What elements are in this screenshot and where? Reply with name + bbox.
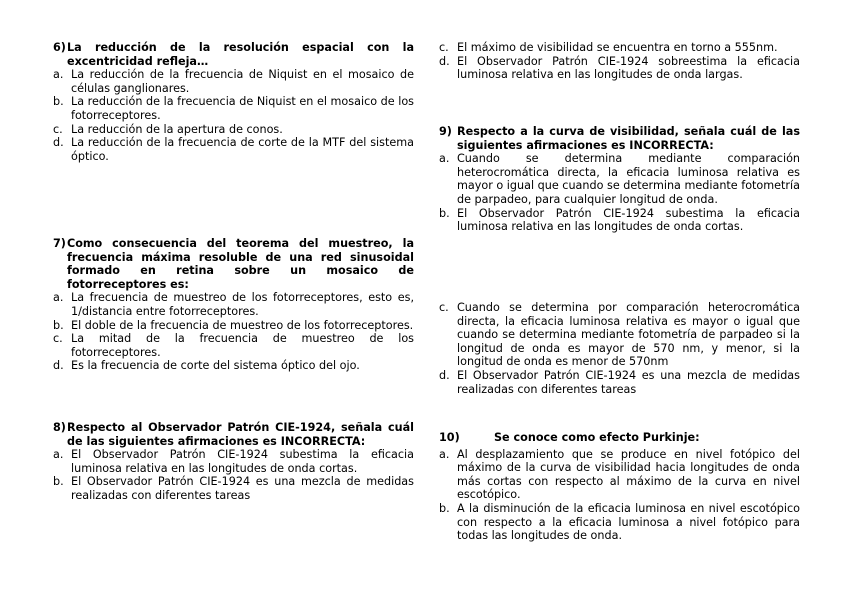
question-8-text: Respecto al Observador Patrón CIE-1924, señala cuál de las siguientes afirmaciones es INCORRECTA: (67, 421, 414, 448)
question-6-text: La reducción de la resolución espacial con la excentricidad refleja… (67, 41, 414, 68)
option (53, 95, 414, 122)
question-6-title (53, 41, 414, 68)
option-text: La mitad de la frecuencia de muestreo de los fotorreceptores. (71, 332, 414, 359)
question-7-text: Como consecuencia del teorema del muestreo, la frecuencia máxima resoluble de una red sinusoidal formado en retina sobre un mosaico de fotorreceptores es: (67, 237, 414, 291)
option (53, 475, 414, 502)
question-10 (439, 431, 800, 543)
option (53, 68, 414, 95)
question-7 (53, 237, 414, 373)
option (439, 152, 800, 206)
question-9-options (439, 152, 800, 234)
option-text: A la disminución de la eficacia luminosa en nivel escotópico con respecto a la eficacia luminosa a nivel fotópico para todas las longitudes de onda. (457, 501, 800, 543)
option-letter: d. (439, 368, 450, 382)
option-text: El máximo de visibilidad se encuentra en torno a 555nm. (457, 41, 778, 54)
option-letter: b. (53, 318, 64, 332)
question-8 (53, 421, 414, 503)
question-8-options (53, 448, 414, 502)
option (53, 319, 414, 333)
option-letter: d. (53, 359, 64, 373)
option-text: La reducción de la frecuencia de corte de la MTF del sistema óptico. (71, 136, 414, 163)
option-text: El Observador Patrón CIE-1924 es una mezcla de medidas realizadas con diferentes tareas (71, 475, 414, 502)
question-9-number: 9) (439, 125, 452, 138)
question-6-options (53, 68, 414, 163)
question-9-title (439, 125, 800, 152)
option (439, 41, 800, 55)
question-9-text: Respecto a la curva de visibilidad, señala cuál de las siguientes afirmaciones es INCORRECTA: (457, 125, 800, 152)
question-7-title (53, 237, 414, 291)
question-10-title (439, 431, 800, 445)
option-letter: c. (53, 122, 63, 136)
option (439, 301, 800, 369)
option-letter: c. (53, 332, 63, 346)
option (439, 502, 800, 543)
option-letter: b. (439, 501, 450, 515)
question-6-number: 6) (53, 41, 66, 54)
option (439, 448, 800, 502)
option (53, 332, 414, 359)
option-letter: a. (439, 447, 450, 461)
option-text: El Observador Patrón CIE-1924 sobreestima la eficacia luminosa relativa en las longitudes de onda largas. (457, 54, 800, 82)
option-letter: a. (53, 68, 64, 82)
option (439, 207, 800, 234)
option-letter: b. (439, 206, 450, 220)
option-letter: a. (53, 291, 64, 305)
option-text: Es la frecuencia de corte del sistema óptico del ojo. (71, 359, 360, 373)
option (53, 291, 414, 318)
question-9-options-continued (439, 301, 800, 396)
option-text: Cuando se determina mediante comparación heterocromática directa, la eficacia luminosa relativa es mayor o igual que cuando se determina mediante fotometría de parpadeo, para cualquier longitud de onda. (457, 152, 800, 206)
option-letter: a. (53, 448, 64, 462)
option-text: Cuando se determina por comparación heterocromática directa, la eficacia luminosa relativa es mayor o igual que cuando se determina mediante fotometría de parpadeo si la longitud de onda es mayor de 570 nm, y menor, si la longitud de onda es menor de 570nm (457, 301, 800, 369)
option-letter: c. (439, 301, 449, 314)
option-text: El Observador Patrón CIE-1924 subestima la eficacia luminosa relativa en las longitudes de onda cortas. (71, 448, 414, 475)
option-text: Al desplazamiento que se produce en nivel fotópico del máximo de la curva de visibilidad hacia longitudes de onda más cortas con respecto al máximo de la curva en nivel escotópico. (457, 447, 800, 502)
option-text: La frecuencia de muestreo de los fotorreceptores, esto es, 1/distancia entre fotorreceptores. (71, 291, 414, 318)
option-text: El doble de la frecuencia de muestreo de los fotorreceptores. (71, 318, 414, 332)
question-7-options (53, 291, 414, 373)
option-letter: a. (439, 152, 450, 166)
option-letter: d. (439, 54, 450, 68)
option-letter: c. (439, 41, 449, 54)
question-6 (53, 41, 414, 163)
question-9-more-options (439, 301, 800, 396)
option-text: El Observador Patrón CIE-1924 subestima la eficacia luminosa relativa en las longitudes de onda cortas. (457, 206, 800, 234)
option-letter: b. (53, 95, 64, 109)
option (439, 55, 800, 82)
option (53, 448, 414, 475)
option (53, 123, 414, 137)
question-8-title (53, 421, 414, 448)
option-text: La reducción de la frecuencia de Niquist en el mosaico de los fotorreceptores. (71, 95, 414, 122)
option-text: La reducción de la frecuencia de Niquist en el mosaico de células ganglionares. (71, 68, 414, 95)
continued-options (439, 41, 800, 82)
option (53, 136, 414, 163)
option-text: El Observador Patrón CIE-1924 es una mezcla de medidas realizadas con diferentes tareas (457, 368, 800, 396)
option (53, 359, 414, 373)
question-8-number: 8) (53, 421, 66, 434)
question-10-options (439, 448, 800, 543)
question-7-number: 7) (53, 237, 66, 250)
option-letter: d. (53, 136, 64, 150)
option (439, 369, 800, 396)
question-10-text: Se conoce como efecto Purkinje: (494, 431, 700, 444)
option-letter: b. (53, 475, 64, 489)
question-9 (439, 125, 800, 234)
question-10-number: 10) (439, 431, 460, 444)
option-text: La reducción de la apertura de conos. (71, 122, 283, 136)
continued-options-list (439, 41, 800, 82)
